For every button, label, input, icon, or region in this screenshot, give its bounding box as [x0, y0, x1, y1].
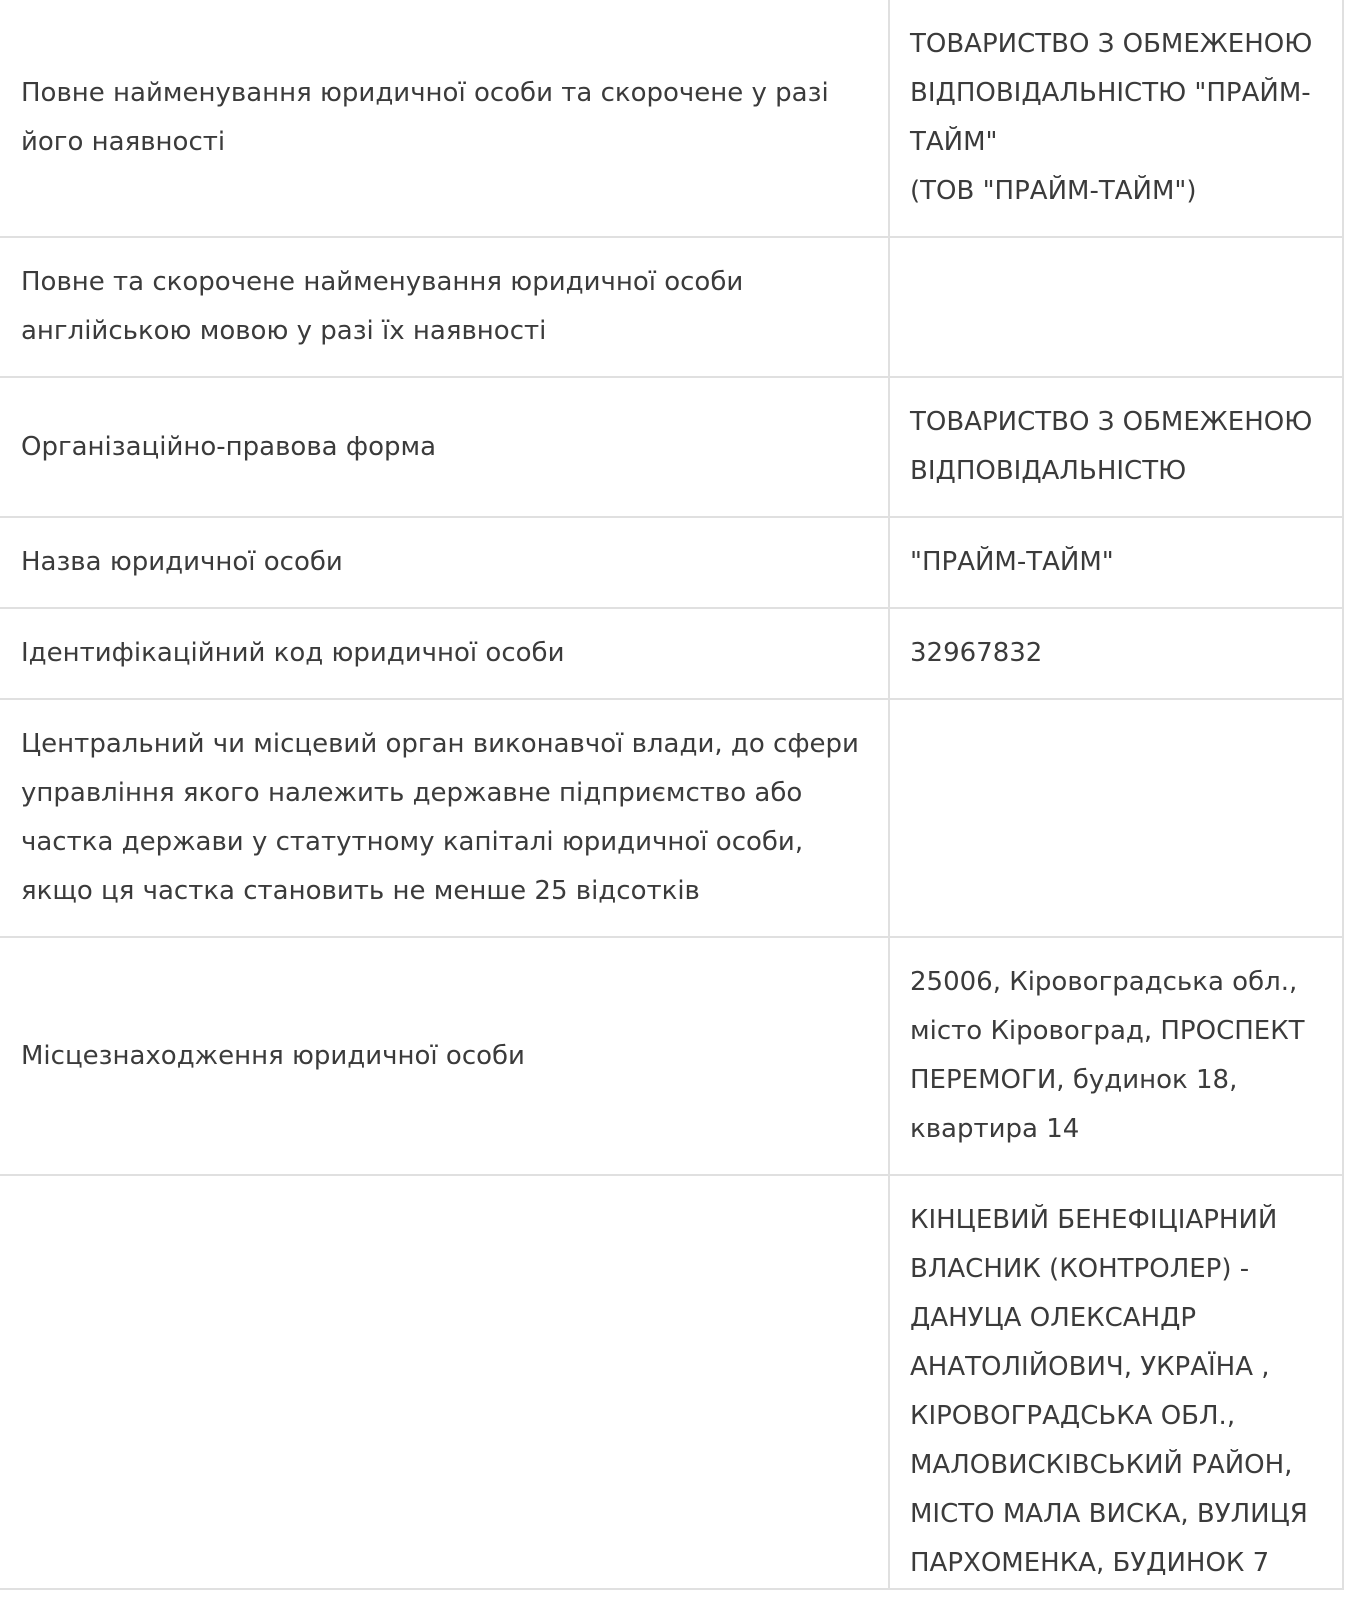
table-row [0, 608, 1343, 699]
field-value: 32967832 [889, 608, 1343, 699]
field-label: Місцезнаходження юридичної особи [0, 937, 889, 1175]
field-label: Назва юридичної особи [0, 517, 889, 608]
field-label: Центральний чи місцевий орган виконавчої влади, до сфери управління якого належить державне підприємство або частка держави у статутному капіталі юридичної особи, якщо ця частка становить не менше 25 відсотків [0, 699, 889, 937]
field-label: Повне та скорочене найменування юридичної особи англійською мовою у разі їх наявності [0, 237, 889, 377]
table-row [0, 377, 1343, 517]
field-value [889, 699, 1343, 937]
field-value [889, 237, 1343, 377]
field-value: КІНЦЕВИЙ БЕНЕФІЦІАРНИЙ ВЛАСНИК (КОНТРОЛЕР) - ДАНУЦА ОЛЕКСАНДР АНАТОЛІЙОВИЧ, УКРАЇНА , КІРОВОГРАДСЬКА ОБЛ., МАЛОВИСКІВСЬКИЙ РАЙОН, МІСТО МАЛА ВИСКА, ВУЛИЦЯ ПАРХОМЕНКА, БУДИНОК 7 [889, 1175, 1343, 1589]
field-value: ТОВАРИСТВО З ОБМЕЖЕНОЮ ВІДПОВІДАЛЬНІСТЮ "ПРАЙМ-ТАЙМ" (ТОВ "ПРАЙМ-ТАЙМ") [889, 0, 1343, 237]
field-value: 25006, Кіровоградська обл., місто Кіровоград, ПРОСПЕКТ ПЕРЕМОГИ, будинок 18, квартира 14 [889, 937, 1343, 1175]
field-label: Ідентифікаційний код юридичної особи [0, 608, 889, 699]
table-row [0, 517, 1343, 608]
field-label: Повне найменування юридичної особи та скорочене у разі його наявності [0, 0, 889, 237]
table-row [0, 0, 1343, 237]
table-row [0, 699, 1343, 937]
field-value: "ПРАЙМ-ТАЙМ" [889, 517, 1343, 608]
field-label [0, 1175, 889, 1589]
table-row [0, 937, 1343, 1175]
table-row [0, 237, 1343, 377]
field-value: ТОВАРИСТВО З ОБМЕЖЕНОЮ ВІДПОВІДАЛЬНІСТЮ [889, 377, 1343, 517]
field-label: Організаційно-правова форма [0, 377, 889, 517]
table-row [0, 1175, 1343, 1589]
